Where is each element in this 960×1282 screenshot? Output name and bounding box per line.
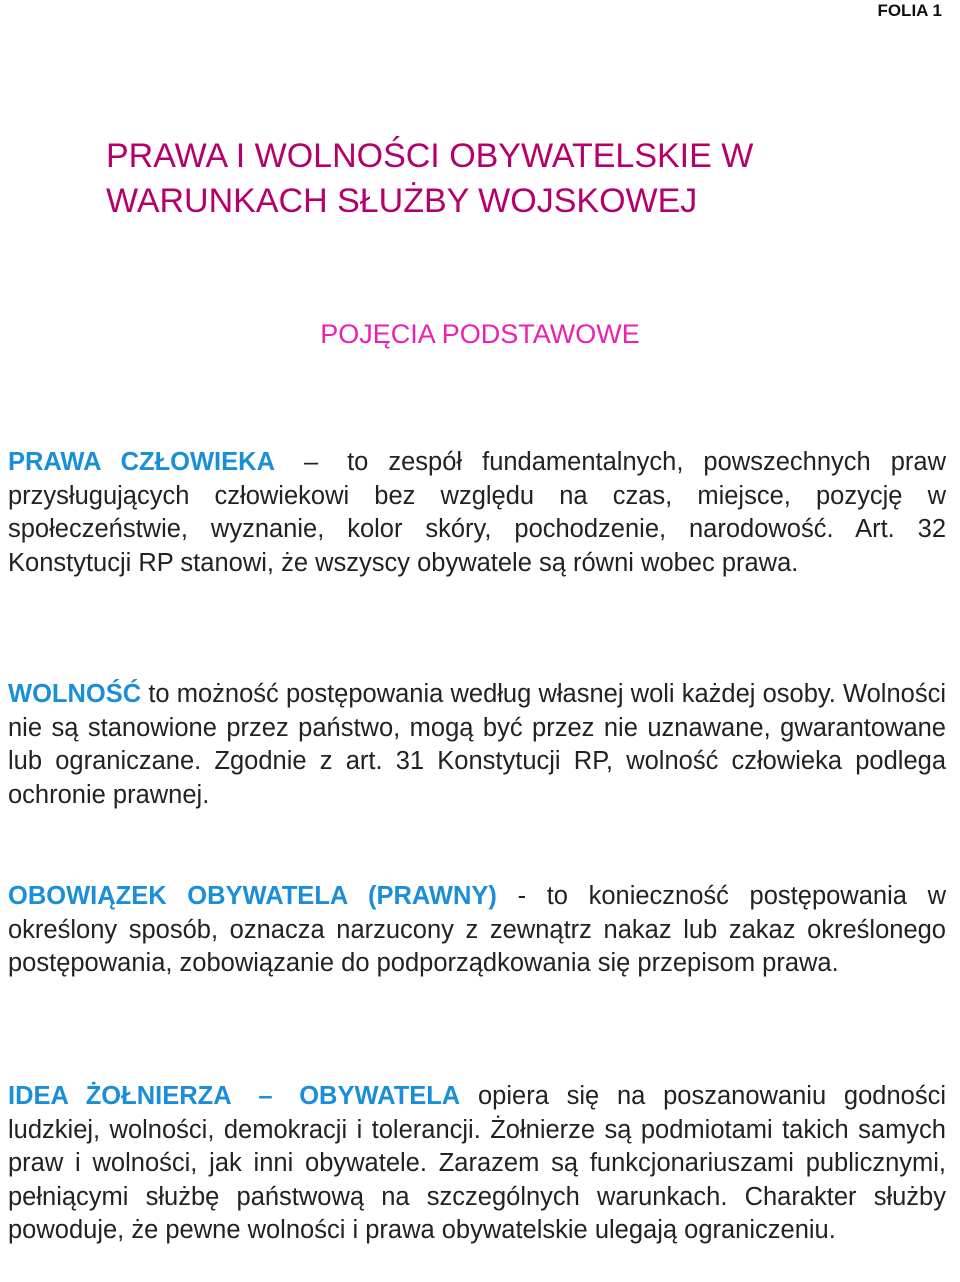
document-title [106, 134, 906, 224]
definition-text: - to konieczność postępowania w określony sposób, oznacza narzucony z zewnątrz nakaz lub zakaz określonego postępowania, zobowiązanie do podporządkowania się przepisom prawa. [8, 882, 946, 978]
definition-term-part2: OBYWATELA [299, 1082, 461, 1110]
definition-term-part1: IDEA ŻOŁNIERZA [8, 1082, 232, 1110]
definition-text: to zespół fundamentalnych, powszechnych praw przysługujących człowiekowi bez względu na czas, miejsce, pozycję w społeczeństwie, wyznanie, kolor skóry, pochodzenie, narodowość. Art. 32 Konstytucji RP stanowi, że wszyscy obywatele są równi wobec prawa. [8, 448, 946, 577]
definition-term: WOLNOŚĆ [8, 680, 142, 708]
definition-freedom [8, 678, 946, 812]
definition-term: OBOWIĄZEK OBYWATELA (PRAWNY) [8, 882, 497, 910]
document-title-line1: PRAWA I WOLNOŚCI OBYWATELSKIE W [106, 137, 754, 175]
definition-text: to możność postępowania według własnej woli każdej osoby. Wolności nie są stanowione przez państwo, mogą być przez nie uznawane, gwarantowane lub ograniczane. Zgodnie z art. 31 Konstytucji RP, wolność człowieka podlega ochronie prawnej. [8, 680, 947, 809]
document-title-line2: WARUNKACH SŁUŻBY WOJSKOWEJ [106, 182, 698, 220]
definition-human-rights [8, 446, 946, 580]
definition-separator: – [258, 1082, 273, 1110]
definition-citizen-duty [8, 880, 946, 981]
definition-text: opiera się na poszanowaniu godności ludzkiej, wolności, demokracji i tolerancji. Żołnierze są podmiotami takich samych praw i wolności, jak inni obywatele. Zarazem są funkcjonariuszami publicznymi, pełniącymi służbę państwową na szczególnych warunkach. Charakter służby powoduje, że pewne wolności i prawa obywatelskie ulegają ograniczeniu. [8, 1082, 946, 1245]
definition-separator: – [303, 448, 319, 476]
section-heading: POJĘCIA PODSTAWOWE [320, 319, 640, 349]
folio-label: FOLIA 1 [877, 1, 942, 20]
definition-term: PRAWA CZŁOWIEKA [8, 448, 275, 476]
definition-soldier-citizen-idea [8, 1080, 946, 1248]
